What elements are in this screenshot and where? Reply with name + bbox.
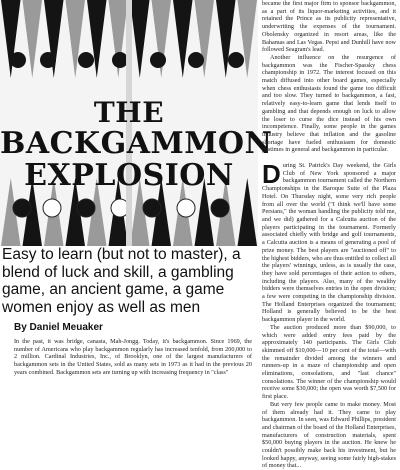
body-paragraph: Another influence on the resurgence of backgammon was the Fischer-Spassky chess championship in 1972. The interest focused on this match diffused into other board games, especially when chess enthusiasts found the game too difficult and too slow. They turned to backgammon, a fast, relatively easy-to-learn game that lends itself to gambling and that depends enough on luck to allow the loser to curse the dice instead of his own incompetence. Finally, some people in the games industry believe that inflation and the gasoline shortage have fueled enthusiasm for domestic pastimes in general and backgammon in particular. xyxy=(262,53,396,154)
checker-piece xyxy=(78,52,94,68)
body-paragraph: But very few people came to make money. Most of them already had it. They came to play backgammon. In seen, was Edward Phillips, president and chairman of the board of the Holland Enterprises, manufacturers of construction materials, spent $50,000 buying players in the auction. He knew he couldn't possibly make back his investment, but he looked happy, anyway, seeing some fairly high-stakes of money that... xyxy=(262,400,396,470)
article-body-right xyxy=(262,0,396,470)
checker-piece xyxy=(112,52,128,68)
checker-piece xyxy=(77,199,95,217)
checker-piece xyxy=(13,199,31,217)
checker-piece xyxy=(40,52,56,68)
title-line-explosion: EXPLOSION xyxy=(24,158,234,193)
body-paragraph: became the first major firm to sponsor backgammon, as a part of its liquor-marketing activities, and it retained the Prince as its publicity representative, underwriting the expenses of the tournament. Obolensky organized in resort areas, like the Bahamas and Las Vegas. Pepsi and Dunhill have now followed Seagram's lead. xyxy=(262,0,396,54)
checker-piece xyxy=(150,52,166,68)
title-line-the: THE xyxy=(93,96,165,129)
checker-piece xyxy=(188,52,204,68)
drop-cap: D xyxy=(262,159,281,190)
article-subtitle: Easy to learn (but not to master), a blend of luck and skill, a gambling game, an ancient game, a game women enjoy as well as men xyxy=(2,246,241,316)
checker-piece xyxy=(143,199,161,217)
byline: By Daniel Meuaker xyxy=(14,322,103,333)
checker-piece xyxy=(10,52,26,68)
title-line-backgammon: BACKGAMMON xyxy=(0,126,273,161)
checker-piece xyxy=(211,199,229,217)
article-body-left: In the past, it was bridge, canasta, Mah-Jongg. Today, it's backgammon. Since 1969, the number of Americans who play backgammon regularly has increased tenfold, from 200,000 to 2 million. Cardinal Industries, Inc., of Brooklyn, one of the largest manufacturers of backgammon sets in the United States, sold as many sets in 1973 as it had in the previous 20 years combined. Backgammon sets are turning up with increasing frequency in "class" xyxy=(14,338,252,376)
body-paragraph-dropcap xyxy=(262,159,396,324)
body-paragraph-text: uring St. Patrick's Day weekend, the Girls Club of New York sponsored a major backgammon tournament called the Northern Championships in the Baroque Suite of the Plaza Hotel. On Thursday night, some very rich people from all over the world ("I think we'll have some Persians," the woman handling the publicity told me, and we did) gathered for a Calcutta auction of the players participating in the tournament. Formerly associated chiefly with bridge and golf tournaments, a Calcutta auction is a means of generating a pool of prize money. The best players are "auctioned off" to the highest bidders, who are thus entitled to collect all the players' winnings, unless, as is usually the case, they have sold percentages of their action to others, including the players. Also, many of the wealthy bidders were themselves entries in the open division; a few were competing in the championship division. The Holland Enterprises organized the tournament; Holland is generally believed to be the best backgammon player in the world. xyxy=(262,162,396,324)
checker-piece xyxy=(228,52,244,68)
checker-piece xyxy=(43,199,61,217)
checker-piece xyxy=(177,199,195,217)
article-title xyxy=(0,96,273,193)
body-paragraph: The auction produced more than $90,000, to which were added entry fees paid by the approximately 140 participants. The Girls Club skimmed off $10,000—10 per cent of the total—with the remainder divided among the winners and runners-up in a maze of championship and open eliminations, consolations, and "last chance" consolations. The winner of the championship would receive some $30,000; the open was worth $7,500 for first place. xyxy=(262,323,396,401)
